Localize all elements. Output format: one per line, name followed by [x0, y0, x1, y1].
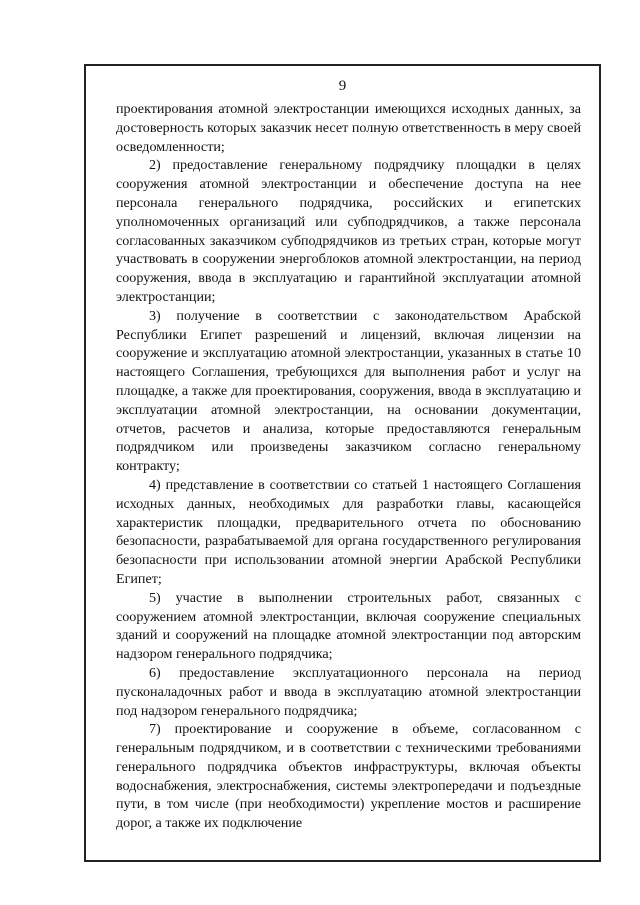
paragraph-continuation: проектирования атомной электростанции имеющихся исходных данных, за достоверность которых заказчик несет полную ответственность в меру своей осведомленности;: [116, 101, 581, 155]
paragraph-item-6: 6) предоставление эксплуатационного персонала на период пусконаладочных работ и ввода в эксплуатацию атомной электростанции под надзором генерального подрядчика;: [116, 664, 581, 719]
paragraph-item-5: 5) участие в выполнении строительных работ, связанных с сооружением атомной электростанции, включая сооружение специальных зданий и сооружений на площадке атомной электростанции под авторским надзором генерального подрядчика;: [116, 589, 581, 663]
page-number: 9: [338, 78, 347, 94]
document-body: [116, 100, 581, 833]
page-frame: [84, 64, 601, 862]
paragraph-item-7: 7) проектирование и сооружение в объеме, согласованном с генеральным подрядчиком, и в соответствии с техническими требованиями генерального подрядчика объектов инфраструктуры, включая объекты водоснабжения, электроснабжения, системы электропередачи и подъездные пути, в том числе (при необходимости) укрепление мостов и расширение дорог, а также их подключение: [116, 721, 581, 832]
paragraph-item-3: 3) получение в соответствии с законодательством Арабской Республики Египет разрешений и лицензий, включая лицензии на сооружение и эксплуатацию атомной электростанции, указанных в статье 10 настоящего Соглашения, требующихся для выполнения работ и услуг на площадке, а также для проектирования, сооружения, ввода в эксплуатацию и эксплуатации атомной электростанции, на основании документации, отчетов, расчетов и анализа, которые предоставляются генеральным подрядчиком или произведены заказчиком согласно генеральному контракту;: [116, 307, 581, 475]
paragraph-item-2: 2) предоставление генеральному подрядчику площадки в целях сооружения атомной электростанции и обеспечение доступа на нее персонала генерального подрядчика, российских и египетских уполномоченных организаций или субподрядчиков, а также персонала согласованных заказчиком субподрядчиков из третьих стран, которые могут участвовать в сооружении энергоблоков атомной электростанции, на период сооружения, ввода в эксплуатацию и гарантийной эксплуатации атомной электростанции;: [116, 157, 581, 305]
paragraph-item-4: 4) представление в соответствии со статьей 1 настоящего Соглашения исходных данных, необходимых для разработки главы, касающейся характеристик площадки, предварительного отчета по обоснованию безопасности, разрабатываемой для органа государственного регулирования безопасности при использовании атомной энергии Арабской Республики Египет;: [116, 476, 581, 587]
